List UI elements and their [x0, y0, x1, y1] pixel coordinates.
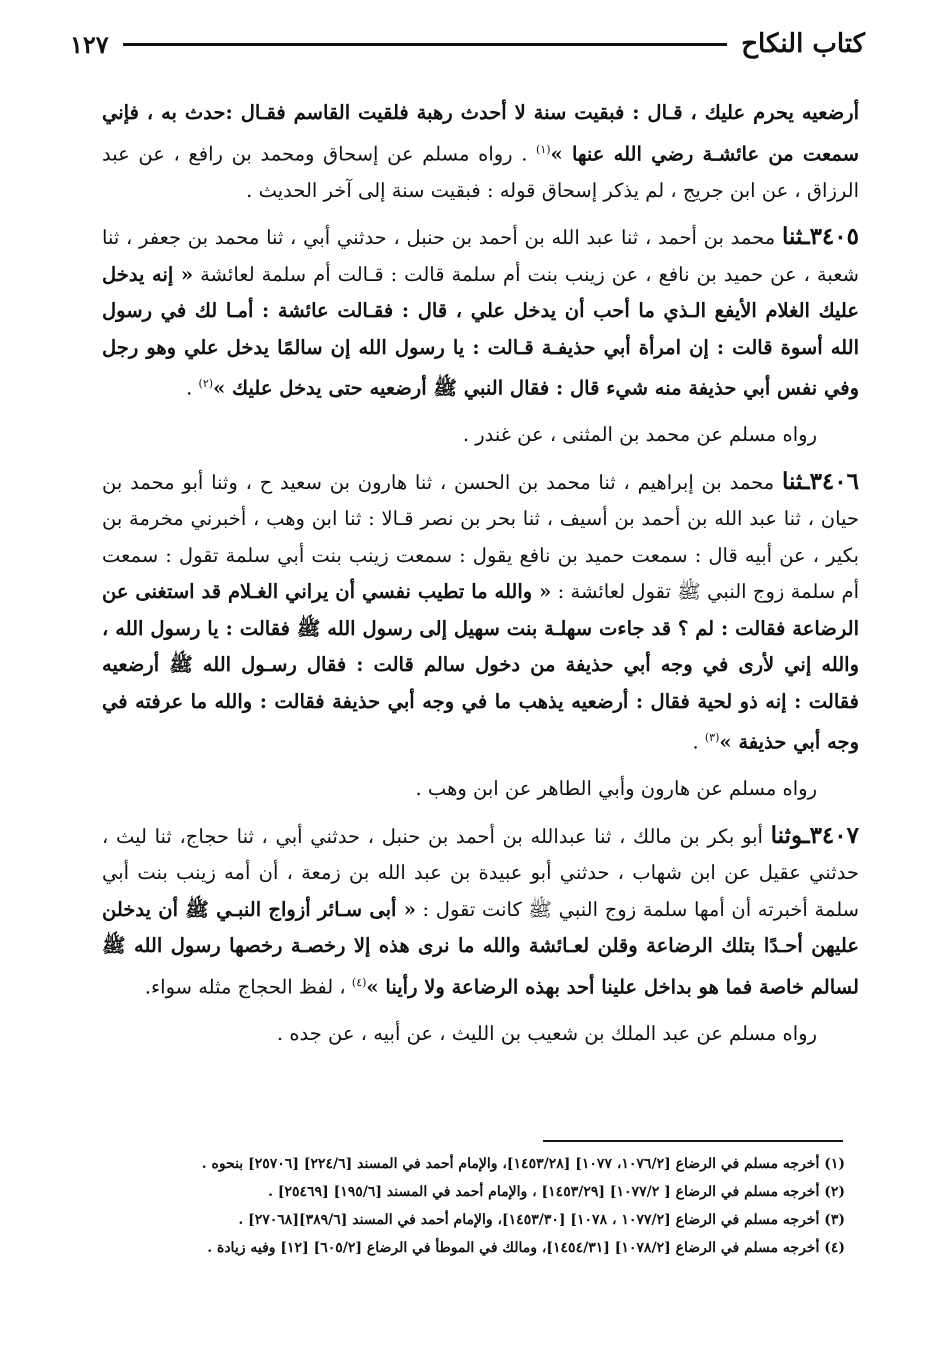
hadith-number: ٣٤٠٧ـوثنا: [770, 821, 859, 849]
footnote-marker: (٤): [351, 975, 367, 989]
source-line: رواه مسلم عن عبد الملك بن شعيب بن الليث ، عن أبيه ، عن جده .: [276, 1021, 817, 1045]
hadith-3406: [102, 464, 859, 762]
closing-text: .: [692, 730, 705, 754]
hadith-text: « إنه يدخل عليك الغلام الأيفع الـذي ما أحب أن يدخل علي ، قال : فقـالت عائشة : أمـا لك في رسول الله أسوة قالت : إن امرأة أبي حذيفـة قـالت : يا رسول الله إن سالمًا يدخل علي وهو رجل وفي نفس أبي حذيفة منه شيء قال : فقال النبي ﷺ أرضعيه حتى يدخل عليك »: [102, 262, 859, 400]
hadith-number: ٣٤٠٥ـثنا: [781, 223, 859, 250]
footnote-marker: (٢): [198, 377, 214, 390]
footnote-3: (٣) أخرجه مسلم في الرضاع [١٠٧٧/٢ ، ١٠٧٨] [١٤٥٣/٣٠]، والإمام أحمد في المسند [٣٨٩/٦][٢٧٠٦٨] .: [238, 1212, 845, 1228]
isnad-text: محمد بن إبراهيم ، ثنا محمد بن الحسن ، ثنا هارون بن سعيد ح ، وثنا أبو محمد بن حيان ، ثنا عبد الله بن أحمد بن أسيف ، ثنا بحر بن نصر قـالا : ثنا ابن وهب ، أخبرني مخرمة بن بكير ، عن أبيه قال : سمعت حميد بن نافع يقول : سمعت زينب بنت أبي سلمة تقول : سمعت أم سلمة زوج النبي ﷺ تقول لعائشة :: [102, 470, 859, 603]
source-line: رواه مسلم عن محمد بن المثنى ، عن غندر .: [462, 423, 817, 446]
footnote-marker: (٣): [704, 731, 720, 744]
hadith-number: ٣٤٠٦ـثنا: [781, 467, 859, 495]
hadith-text: « أبى سـائر أزواج النبـي ﷺ أن يدخلن عليهن أحـدًا بتلك الرضاعة وقلن لعـائشة والله ما نرى هذه إلا رخصـة رخصها رسول الله ﷺ لسالم خاصة فما هو بداخل علينا أحد بهذه الرضاعة ولا رأينا »: [102, 897, 859, 998]
footnote-1: (١) أخرجه مسلم في الرضاع [١٠٧٦/٢، ١٠٧٧] [١٤٥٣/٢٨]، والإمام أحمد في المسند [٢٢٤/٦] [٢٥٧٠٦] بنحوه .: [201, 1156, 845, 1172]
footnote-marker: (١): [536, 142, 551, 156]
running-header: [70, 22, 865, 66]
header-rule: [123, 43, 728, 46]
footnote-2: (٢) أخرجه مسلم في الرضاع [ ١٠٧٧/٢] [١٤٥٣/٢٩] ، والإمام أحمد في المسند [١٩٥/٦] [٢٥٤٦٩] .: [268, 1184, 845, 1200]
main-text: [102, 95, 859, 1062]
paragraph-continued: [102, 95, 859, 209]
narration-text: . رواه مسلم عن إسحاق ومحمد بن رافع ، عن عبد الرزاق ، عن ابن جريج ، لم يذكر إسحاق قوله : فبقيت سنة إلى آخر الحديث .: [102, 142, 859, 202]
isnad-text: محمد بن أحمد ، ثنا عبد الله بن أحمد بن حنبل ، حدثني أبي ، ثنا محمد بن جعفر ، ثنا شعبة ، عن حميد بن نافع ، عن زينب بنت أم سلمة قالت : قـالت أم سلمة لعائشة: [102, 226, 859, 286]
hadith-3407: [102, 818, 859, 1006]
hadith-3405: [102, 219, 859, 407]
footnote-4: (٤) أخرجه مسلم في الرضاع [١٠٧٨/٢] [١٤٥٤/٣١]، ومالك في الموطأ في الرضاع [٦٠٥/٢] [١٢] وفيه زيادة .: [207, 1240, 845, 1256]
closing-text: .: [186, 376, 199, 400]
book-title: كتاب النكاح: [741, 29, 865, 59]
footnotes: [110, 1150, 845, 1262]
isnad-text: أبو بكر بن مالك ، ثنا عبدالله بن أحمد بن حنبل ، حدثني أبي ، ثنا حجاج، ثنا ليث ، حدثني عقيل عن ابن شهاب ، حدثني أبو عبيدة بن عبد الله بن زمعة ، أن أمه زينب بنت أبي سلمة أخبرته أن أمها سلمة زوج النبي ﷺ كانت تقول :: [102, 824, 859, 921]
source-line: رواه مسلم عن هارون وأبي الطاهر عن ابن وهب .: [415, 777, 817, 800]
footnote-rule: [543, 1140, 843, 1142]
hadith-text: « والله ما تطيب نفسي أن يراني الغـلام قد استغنى عن الرضاعة فقالت : لم ؟ قد جاءت سهلـة بنت سهيل إلى رسول الله ﷺ فقالت : يا رسول الله ، والله إني لأرى في وجه أبي حذيفة من دخول سالم قالت : فقال رسـول الله ﷺ أرضعيه فقالت : إنه ذو لحية فقال : أرضعيه يذهب ما في وجه أبي حذيفة فقالت : والله ما عرفته في وجه أبي حذيفة »: [102, 580, 859, 754]
page-number: ١٢٧: [70, 29, 109, 59]
hadith-text: أرضعيه يحرم عليك ، قـال : فبقيت سنة لا أحدث رهبة فلقيت القاسم فقـال :حدث به ، فإني سمعت من عائشـة رضي الله عنها »: [102, 101, 860, 165]
closing-text: ، لفظ الحجاج مثله سواء.: [144, 975, 352, 998]
